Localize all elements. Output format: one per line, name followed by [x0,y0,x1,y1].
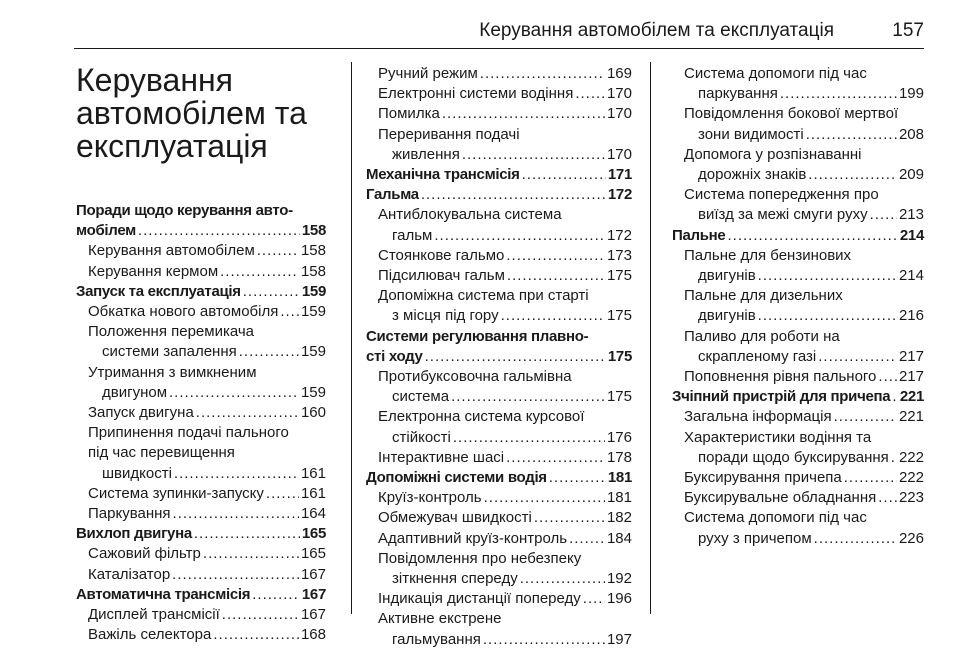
toc-entry-title: Вихлоп двигуна [76,525,192,543]
toc-entry-title: живлення [392,145,460,163]
dot-leader [203,544,299,564]
dot-leader [220,262,299,282]
toc-subentry[interactable] [76,605,326,625]
toc-subentry[interactable] [366,104,632,124]
toc-entry-text-line: під час перевищення [88,444,235,462]
dot-leader [780,84,897,104]
toc-subentry[interactable] [76,241,326,261]
toc-page-number: 226 [898,529,924,547]
toc-page-number: 169 [606,65,632,82]
toc-entry-text-line: Система допомоги під час [684,65,867,82]
toc-entry-title: Пальне [672,226,726,244]
toc-subentry[interactable] [366,205,632,245]
toc-page-number: 173 [606,246,632,264]
toc-entry-title: гальм [392,226,433,244]
dot-leader [173,504,299,524]
running-header-title: Керування автомобілем та експлуатація [479,20,834,41]
dot-leader [549,468,606,488]
toc-subentry[interactable] [366,488,632,508]
chapter-title [76,64,326,163]
toc-page-number: 196 [606,590,632,608]
toc-page-number: 172 [606,226,632,244]
toc-page-number: 167 [300,606,326,624]
toc-entry-title: Зчіпний пристрій для причепа [672,388,891,406]
toc-entry-text-line: Система допомоги під час [684,509,867,527]
toc-page-number: 170 [606,85,632,103]
dot-leader [280,302,299,322]
toc-entry-title: Механічна трансмісія [366,166,520,184]
dot-leader [520,569,605,589]
toc-page-number: 214 [899,226,924,244]
dot-leader [138,221,300,241]
toc-entry-title: Важіль селектора [88,626,212,644]
toc-subentry[interactable] [366,508,632,528]
toc-entry-title: Обмежувач швидкості [378,509,532,527]
dot-leader [266,484,299,504]
toc-entry-text-line: Активне екстрене [378,610,502,628]
toc-subentry[interactable] [366,589,632,609]
toc-page-number: 199 [898,85,924,103]
toc-page-number: 214 [898,267,924,285]
toc-entry-text-line: Пальне для бензинових [684,246,852,264]
toc-subentry[interactable] [672,488,924,508]
toc-subentry[interactable] [366,549,632,589]
dot-leader [194,524,300,544]
toc-entry-title: Керування автомобілем [88,242,255,260]
toc-subentry[interactable] [366,529,632,549]
chapter-title-line: автомобілем та [76,95,307,131]
dot-leader [196,403,299,423]
toc-entry-title: виїзд за межі смуги руху [698,206,868,224]
dot-leader [506,246,605,266]
toc-section-entry[interactable] [366,468,632,488]
toc-entry-title: Запуск та експлуатація [76,282,241,300]
dot-leader [213,625,299,645]
toc-entries [672,64,924,549]
toc-column-1 [76,64,326,645]
dot-leader [434,226,605,246]
toc-page-number: 217 [898,347,924,365]
toc-page-number: 175 [606,388,632,406]
toc-entry-text-line: Протибуксовочна гальмівна [378,368,572,386]
toc-page-number: 192 [606,570,632,588]
toc-entry-title: Запуск двигуна [88,404,194,422]
toc-entry-text-line: Пальне для дизельних [684,287,843,305]
toc-page-number: 159 [300,343,326,361]
dot-leader [462,145,605,165]
toc-page-number: 167 [301,585,326,603]
toc-entry-title: Каталізатор [88,565,171,583]
toc-entry-text-line: Утримання з вимкненим [88,363,257,381]
toc-subentry[interactable] [366,125,632,165]
dot-leader [727,226,897,246]
toc-section-entry[interactable] [76,282,326,302]
dot-leader [808,165,897,185]
toc-page-number: 172 [607,186,632,204]
toc-subentry[interactable] [366,367,632,407]
toc-entry-title: Автоматична трансмісія [76,585,251,603]
toc-subentry[interactable] [76,484,326,504]
dot-leader [421,185,606,205]
toc-entry-title: Підсилювач гальм [378,267,505,285]
dot-leader [507,266,605,286]
toc-subentry[interactable] [76,363,326,403]
toc-subentry[interactable] [366,84,632,104]
toc-page-number: 175 [607,347,632,365]
toc-page-number: 170 [606,105,632,123]
toc-page-number: 159 [300,303,326,321]
toc-subentry[interactable] [76,322,326,362]
toc-entry-title: зіткнення спереду [392,570,518,588]
toc-subentry[interactable] [76,504,326,524]
toc-entry-title: Керування кермом [88,262,219,280]
toc-page-number: 176 [606,428,632,446]
toc-page-number: 159 [300,383,326,401]
toc-entry-title: системи запалення [102,343,237,361]
toc-page-number: 158 [300,242,326,260]
toc-entry-title: з місця під гору [392,307,499,325]
toc-entry-title: руху з причепом [698,529,812,547]
toc-column-2 [366,64,632,650]
toc-page-number: 217 [898,368,924,386]
toc-entry-text-line: Поради щодо керування авто- [76,202,293,219]
toc-page-number: 208 [898,125,924,143]
toc-entry-text-line: Системи регулювання плавно- [366,327,589,345]
toc-subentry[interactable] [672,185,924,225]
toc-entry-title: Обкатка нового автомобіля [88,303,279,321]
toc-page-number: 161 [300,464,326,482]
dot-leader [483,630,605,650]
toc-subentry[interactable] [366,64,632,84]
toc-entry-text-line: Допоміжна система при старті [378,287,589,305]
toc-entry-title: Дисплей трансмісії [88,606,220,624]
toc-page-number: 197 [606,630,632,648]
dot-leader [522,165,606,185]
chapter-title-line: Керування [76,62,233,98]
toc-entry-title: Система зупинки-запуску [88,484,264,502]
toc-subentry[interactable] [672,64,924,104]
dot-leader [442,104,605,124]
toc-entry-title: Сажовий фільтр [88,545,201,563]
dot-leader [878,367,897,387]
dot-leader [425,347,606,367]
dot-leader [758,266,897,286]
toc-subentry[interactable] [366,407,632,447]
toc-page-number: 222 [898,469,924,487]
toc-entry-title: дорожніх знаків [698,166,807,184]
toc-subentry[interactable] [672,104,924,144]
toc-entry-text-line: Положення перемикача [88,323,255,341]
toc-entry-title: Паркування [88,505,171,523]
toc-entry-title: система [392,388,450,406]
chapter-title-line: експлуатація [76,128,268,164]
toc-page-number: 181 [607,469,632,487]
dot-leader [575,84,605,104]
dot-leader [252,585,300,605]
toc-entry-title: Поповнення рівня пального [684,368,877,386]
header-rule [74,48,924,49]
toc-section-entry[interactable] [366,165,632,185]
dot-leader [844,468,897,488]
toc-column-3 [672,64,924,549]
dot-leader [501,306,605,326]
toc-entry-text-line: Допомога у розпізнаванні [684,145,862,163]
toc-entry-title: Електронні системи водіння [378,85,574,103]
toc-page-number: 161 [300,484,326,502]
toc-page-number: 165 [301,525,326,543]
toc-entry-title: Ручний режим [378,65,478,82]
toc-subentry[interactable] [672,327,924,367]
toc-subentry[interactable] [76,423,326,484]
toc-entry-text-line: Повідомлення бокової мертвої [684,105,899,123]
toc-subentry[interactable] [366,609,632,649]
toc-page-number: 158 [301,222,326,240]
toc-entry-text-line: Повідомлення про небезпеку [378,549,582,567]
toc-entry-title: Буксирування причепа [684,469,842,487]
toc-section-entry[interactable] [76,524,326,544]
toc-entry-title: Помилка [378,105,440,123]
toc-subentry[interactable] [76,302,326,322]
toc-page-number: 182 [606,509,632,527]
toc-page-number: 160 [300,404,326,422]
toc-page-number: 181 [606,489,632,507]
toc-page-number: 222 [898,448,924,466]
dot-leader [174,464,299,484]
dot-leader [583,589,605,609]
toc-page-number: 158 [300,262,326,280]
toc-entry-text-line: Характеристики водіння та [684,428,872,446]
toc-entry-text-line: Переривання подачі [378,125,520,143]
dot-leader [569,529,605,549]
page-number: 157 [892,20,924,41]
toc-entry-text-line: Паливо для роботи на [684,327,840,345]
toc-subentry[interactable] [672,508,924,548]
toc-entry-title: двигунів [698,267,756,285]
toc-entry-text-line: Антиблокувальна система [378,206,562,224]
toc-entry-title: двигунів [698,307,756,325]
toc-subentry[interactable] [672,145,924,185]
toc-subentry[interactable] [672,407,924,427]
dot-leader [222,605,299,625]
toc-entry-title: гальмування [392,630,481,648]
toc-page-number: 170 [606,145,632,163]
toc-page-number: 221 [899,388,924,406]
toc-subentry[interactable] [76,565,326,585]
toc-entry-title: Інтерактивне шасі [378,448,505,466]
dot-leader [891,448,897,468]
toc-subentry[interactable] [366,448,632,468]
dot-leader [818,347,897,367]
toc-entry-title: сті ходу [366,347,423,365]
toc-entry-title: паркування [698,85,778,103]
dot-leader [169,383,299,403]
toc-page-number: 209 [898,166,924,184]
toc-page-number: 171 [607,166,632,184]
dot-leader [758,306,897,326]
toc-entry-text-line: Електронна система курсової [378,408,585,426]
toc-page-number: 159 [301,282,326,300]
column-divider [351,62,352,614]
dot-leader [243,282,300,302]
toc-entries [76,201,326,645]
toc-page-number: 167 [300,565,326,583]
toc-entry-title: поради щодо буксирування [698,448,889,466]
toc-entry-text-line: Припинення подачі пального [88,424,289,442]
toc-page-number: 165 [300,545,326,563]
toc-page-number: 221 [898,408,924,426]
toc-section-entry[interactable] [76,585,326,605]
toc-entry-title: мобілем [76,222,136,240]
toc-subentry[interactable] [76,625,326,645]
toc-entry-title: Допоміжні системи водія [366,469,547,487]
dot-leader [172,565,299,585]
dot-leader [453,428,605,448]
toc-section-entry[interactable] [366,327,632,367]
column-divider [650,62,651,614]
dot-leader [451,387,605,407]
dot-leader [480,64,605,84]
dot-leader [484,488,605,508]
toc-section-entry[interactable] [76,201,326,241]
toc-section-entry[interactable] [672,387,924,407]
toc-subentry[interactable] [366,246,632,266]
toc-entry-text-line: Система попередження про [684,186,879,204]
toc-entry-title: стійкості [392,428,451,446]
toc-subentry[interactable] [672,428,924,468]
toc-section-entry[interactable] [366,185,632,205]
dot-leader [506,448,605,468]
toc-entry-title: швидкості [102,464,172,482]
dot-leader [806,125,897,145]
toc-subentry[interactable] [76,403,326,423]
toc-page-number: 213 [898,206,924,224]
dot-leader [834,407,897,427]
dot-leader [239,342,299,362]
toc-entry-title: двигуном [102,383,168,401]
toc-page-number: 223 [898,489,924,507]
dot-leader [878,488,897,508]
toc-page-number: 168 [300,626,326,644]
dot-leader [892,387,898,407]
toc-subentry[interactable] [672,286,924,326]
toc-page-number: 216 [898,307,924,325]
dot-leader [534,508,605,528]
toc-page-number: 164 [300,505,326,523]
toc-entry-title: зони видимості [698,125,804,143]
toc-entry-title: Гальма [366,186,419,204]
toc-section-entry[interactable] [672,226,924,246]
dot-leader [870,205,897,225]
toc-page-number: 178 [606,448,632,466]
toc-subentry[interactable] [76,262,326,282]
toc-entries [366,64,632,650]
toc-subentry[interactable] [672,367,924,387]
dot-leader [257,241,299,261]
toc-subentry[interactable] [672,246,924,286]
toc-page-number: 175 [606,307,632,325]
toc-entry-title: Круїз-контроль [378,489,482,507]
toc-subentry[interactable] [76,544,326,564]
toc-page-number: 184 [606,529,632,547]
toc-entry-title: Буксирувальне обладнання [684,489,877,507]
toc-entry-title: Загальна інформація [684,408,832,426]
toc-entry-title: Адаптивний круїз-контроль [378,529,568,547]
toc-page-number: 175 [606,267,632,285]
toc-subentry[interactable] [366,286,632,326]
toc-entry-title: Стоянкове гальмо [378,246,505,264]
toc-subentry[interactable] [672,468,924,488]
toc-subentry[interactable] [366,266,632,286]
toc-entry-title: Індикація дистанції попереду [378,590,581,608]
dot-leader [814,529,897,549]
toc-entry-title: скрапленому газі [698,347,817,365]
